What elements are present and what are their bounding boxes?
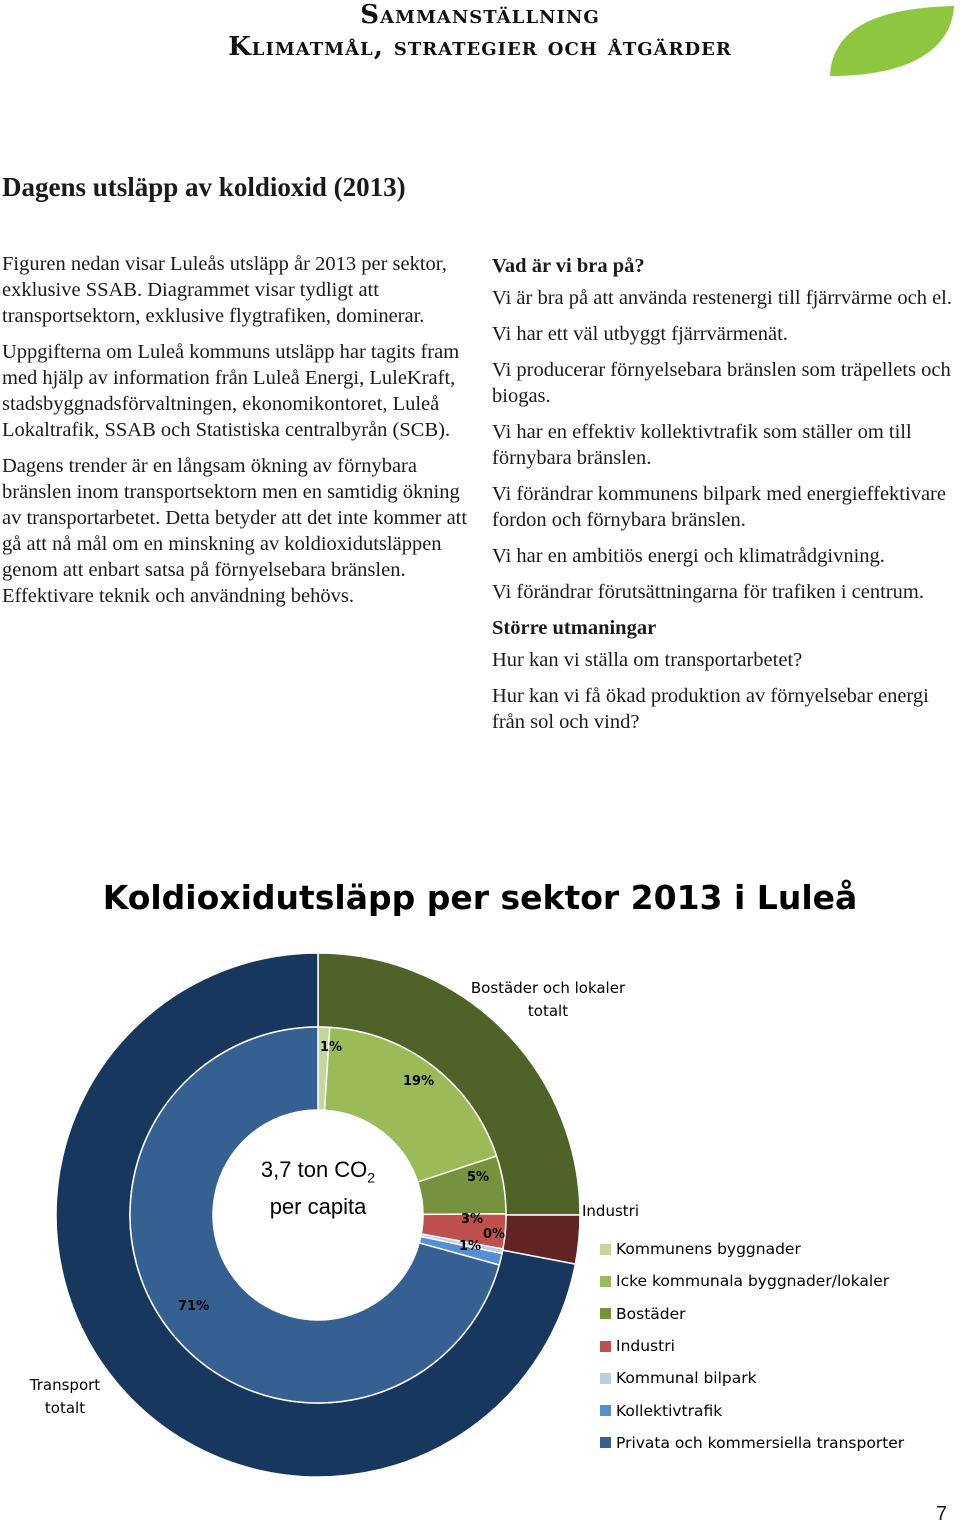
outer-label-transport-line1: Transport [29, 1376, 101, 1394]
pct-label-industry: 3% [461, 1212, 484, 1227]
legend-label: Kommunens byggnader [616, 1240, 801, 1259]
trends-paragraph: Dagens trender är en långsam ökning av förnybara bränslen inom transportsektorn men en samtidig ökning av transportarbetet. Detta betyder att det inte kommer att gå att nå mål om en minskning av koldioxidutsläppen genom att enbart satsa på förnyelsebara bränslen. Effektivare teknik och användning behövs. [2, 455, 468, 607]
section-title: Dagens utsläpp av koldioxid (2013) [2, 172, 406, 202]
center-text-subscript: 2 [367, 1169, 376, 1186]
outer-label-industry: Industri [582, 1202, 639, 1220]
strength-item: Vi har ett väl utbyggt fjärrvärmenät. [492, 323, 788, 345]
strength-item: Vi har en ambitiös energi och klimatrådgivning. [492, 545, 885, 567]
sources-paragraph: Uppgifterna om Luleå kommuns utsläpp har tagits fram med hjälp av information från Luleå Energi, LuleKraft, stadsbyggnadsförvaltningen, ekonomikontoret, Luleå Lokaltrafik, SSAB och Statistiska centralbyrån (SCB). [2, 341, 460, 441]
challenge-item: Hur kan vi ställa om transportarbetet? [492, 649, 803, 671]
legend-item [600, 1298, 904, 1330]
strength-item: Vi förändrar förutsättningarna för trafiken i centrum. [492, 581, 924, 603]
outer-label-housing-line2: totalt [527, 1002, 569, 1020]
legend-label: Kollektivtrafik [616, 1401, 723, 1420]
challenges-heading: Större utmaningar [492, 617, 657, 639]
pct-label-non-municipal: 19% [403, 1074, 435, 1089]
intro-paragraph: Figuren nedan visar Luleås utsläpp år 2013 per sektor, exklusive SSAB. Diagrammet visar tydligt att transportsektorn, exklusive flygtrafiken, dominerar. [2, 253, 447, 327]
center-text-line1: 3,7 ton CO [260, 1157, 368, 1182]
strength-item: Vi har en effektiv kollektivtrafik som ställer om till förnybara bränslen. [492, 421, 912, 469]
chart-center-text [236, 1155, 400, 1221]
header-title-line1: Sammanställning [360, 0, 600, 30]
legend-swatch [600, 1308, 611, 1319]
page-number: 7 [936, 1503, 948, 1525]
pct-label-municipal-buildings: 1% [320, 1040, 343, 1055]
legend-label: Kommunal bilpark [616, 1369, 757, 1388]
legend-item [600, 1394, 904, 1426]
pct-label-public-transport: 1% [459, 1239, 482, 1254]
outer-label-transport [18, 1374, 112, 1420]
strengths-heading: Vad är vi bra på? [492, 255, 645, 277]
outer-label-housing-line1: Bostäder och lokaler [470, 979, 626, 997]
legend-swatch [600, 1244, 611, 1255]
legend-item [600, 1362, 904, 1394]
legend-item [600, 1330, 904, 1362]
pct-label-housing: 5% [467, 1170, 490, 1185]
legend-swatch [600, 1437, 611, 1448]
strength-item: Vi producerar förnyelsebara bränslen som träpellets och biogas. [492, 359, 951, 407]
legend-swatch [600, 1276, 611, 1287]
legend-swatch [600, 1373, 611, 1384]
pct-label-private-transport: 71% [178, 1299, 210, 1314]
strength-item: Vi är bra på att använda restenergi till fjärrvärme och el. [492, 287, 952, 309]
outer-label-housing [460, 977, 636, 1023]
pct-label-municipal-fleet: 0% [483, 1227, 506, 1242]
legend-label: Industri [616, 1337, 675, 1356]
legend-label: Icke kommunala byggnader/lokaler [616, 1272, 890, 1291]
legend-item [600, 1265, 904, 1297]
legend-item [600, 1427, 904, 1459]
header-title-line2: Klimatmål, strategier och åtgärder [228, 32, 732, 62]
legend-swatch [600, 1341, 611, 1352]
chart-title: Koldioxidutsläpp per sektor 2013 i Luleå [102, 878, 858, 917]
legend-swatch [600, 1405, 611, 1416]
outer-label-transport-line2: totalt [44, 1399, 86, 1417]
legend-label: Bostäder [616, 1304, 686, 1323]
chart-legend [600, 1233, 904, 1459]
strength-item: Vi förändrar kommunens bilpark med energieffektivare fordon och förnybara bränslen. [492, 483, 946, 531]
legend-label: Privata och kommersiella transporter [616, 1433, 905, 1452]
center-text-line2: per capita [269, 1194, 367, 1220]
legend-item [600, 1233, 904, 1265]
challenge-item: Hur kan vi få ökad produktion av förnyelsebar energi från sol och vind? [492, 685, 929, 733]
